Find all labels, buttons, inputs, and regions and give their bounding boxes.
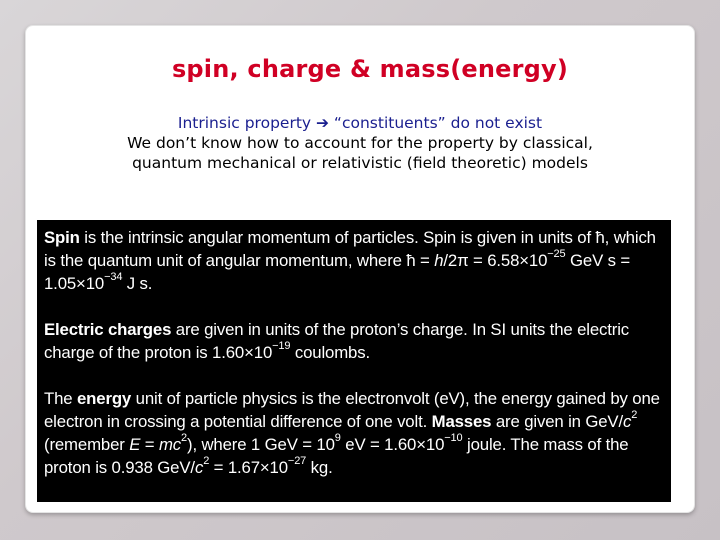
exponent: 2 [203,455,210,468]
exponent: 2 [631,409,638,422]
charge-paragraph [44,318,663,364]
exponent: −25 [547,248,566,261]
speed-of-light-c: c [194,458,204,477]
energy-term: energy [76,389,132,408]
exponent: 9 [334,432,341,445]
energy-text-10: kg. [306,458,333,477]
subtitle-line-1-text-2: “constituents” do not exist [329,114,543,132]
energy-text-7: eV = 1.60×10 [340,435,445,454]
right-arrow-icon: ➔ [316,114,329,132]
spin-text-2: /2π = 6.58×10 [443,251,548,270]
slide-subtitle [26,113,694,173]
energy-text: The [44,389,77,408]
spin-text: is the intrinsic angular momentum of particles. Spin is given in units of ħ, which is the quantum unit of angular momentum, where ħ = [44,228,656,270]
charge-text: are given in units of the proton’s charge. In SI units the electric charge of the proton is 1.60×10 [44,320,630,362]
energy-text-9: = 1.67×10 [209,458,288,477]
energy-text-4: (remember [44,435,130,454]
definitions-panel [37,220,671,502]
energy-text-8: joule. The mass of the proton is 0.938 GeV/ [44,435,629,477]
masses-term: Masses [431,412,492,431]
subtitle-line-3: quantum mechanical or relativistic (field theoretic) models [132,154,588,172]
slide-title: spin, charge & mass(energy) [171,55,569,83]
subtitle-line-1 [26,113,694,133]
energy-text-2: unit of particle physics is the electronvolt (eV), the energy gained by one electron in crossing a potential difference of one volt. [44,389,660,431]
spin-text-4: J s. [122,274,153,293]
energy-e: E [129,435,141,454]
energy-text-6: ), where 1 GeV = 10 [187,435,335,454]
subtitle-line-2: We don’t know how to account for the property by classical, [127,134,593,152]
energy-text-5: = [140,435,159,454]
spin-term: Spin [44,228,80,247]
exponent: −19 [272,340,291,353]
mc: mc [158,435,182,454]
exponent: 2 [181,432,187,445]
planck-h: h [434,251,444,270]
subtitle-line-1-text: Intrinsic property [177,114,316,132]
exponent: −34 [104,271,123,284]
spin-paragraph [44,226,663,295]
charge-term: Electric charges [44,320,172,339]
slide [25,25,695,513]
charge-text-2: coulombs. [290,343,370,362]
spin-text-3: GeV s = 1.05×10 [44,251,631,293]
speed-of-light-c: c [622,412,632,431]
energy-text-3: are given in GeV/ [491,412,623,431]
exponent: −27 [287,455,307,468]
energy-paragraph [44,387,663,479]
exponent: −10 [444,432,463,445]
